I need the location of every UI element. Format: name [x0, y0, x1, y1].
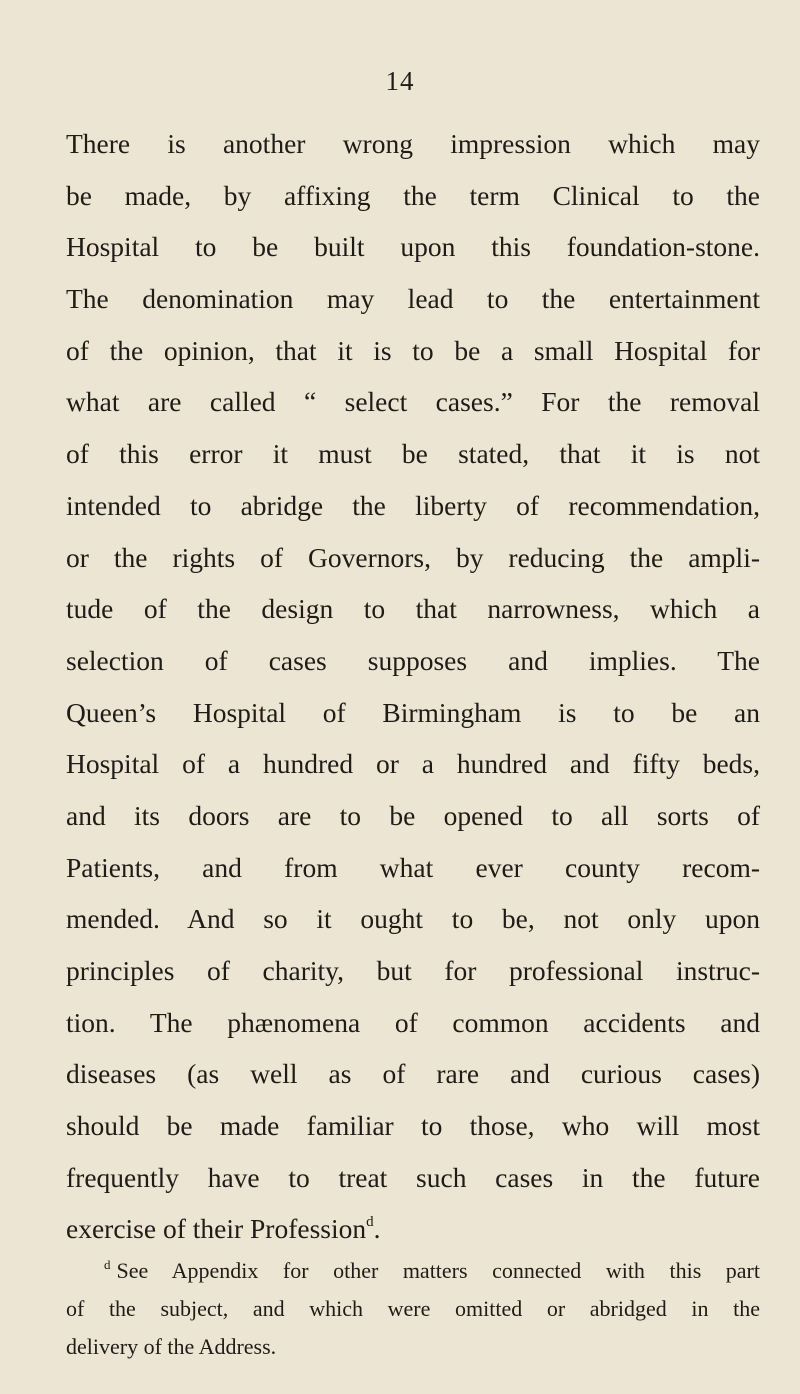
text-line: selection of cases supposes and implies. The [66, 644, 760, 676]
text-line: intended to abridge the liberty of recommendation, [66, 489, 760, 521]
footnote-marker: d [104, 1257, 111, 1272]
text-line-last [66, 1203, 760, 1255]
last-line-period: . [373, 1213, 381, 1245]
text-line: There is another wrong impression which may [66, 128, 760, 159]
body-paragraph [66, 118, 760, 1255]
last-line-text: exercise of their Profession [66, 1213, 367, 1245]
text-line: Hospital to be built upon this foundation-stone. [66, 231, 760, 263]
text-line: or the rights of Governors, by reducing the ampli- [66, 541, 760, 573]
text-line: of the opinion, that it is to be a small Hospital for [66, 334, 760, 366]
text-line: what are called “ select cases.” For the removal [66, 386, 760, 418]
text-line: Patients, and from what ever county recom- [66, 851, 760, 883]
text-line: diseases (as well as of rare and curious cases) [66, 1058, 760, 1090]
text-line: tude of the design to that narrowness, which a [66, 593, 760, 625]
page-number: 14 [385, 66, 415, 96]
footnote-line: of the subject, and which were omitted or abridged in the [66, 1296, 760, 1321]
footnote-line: delivery of the Address. [66, 1334, 277, 1359]
footnote-line [66, 1252, 760, 1290]
text-line: Hospital of a hundred or a hundred and fifty beds, [66, 748, 760, 780]
text-line: should be made familiar to those, who will most [66, 1110, 760, 1142]
text-line: Queen’s Hospital of Birmingham is to be an [66, 696, 760, 728]
text-line: mended. And so it ought to be, not only upon [66, 903, 760, 935]
text-line: principles of charity, but for professional instruc- [66, 955, 760, 986]
footnote-line-text: See Appendix for other matters connected with this part [116, 1258, 760, 1283]
text-line: be made, by affixing the term Clinical to the [66, 179, 760, 211]
footnote-reference: d [366, 1214, 374, 1231]
text-line: tion. The phænomena of common accidents and [66, 1006, 760, 1038]
text-line: frequently have to treat such cases in the future [66, 1161, 760, 1193]
text-line: of this error it must be stated, that it is not [66, 438, 760, 470]
footnote [66, 1252, 760, 1366]
text-line: The denomination may lead to the entertainment [66, 283, 760, 315]
text-line: and its doors are to be opened to all sorts of [66, 799, 760, 831]
